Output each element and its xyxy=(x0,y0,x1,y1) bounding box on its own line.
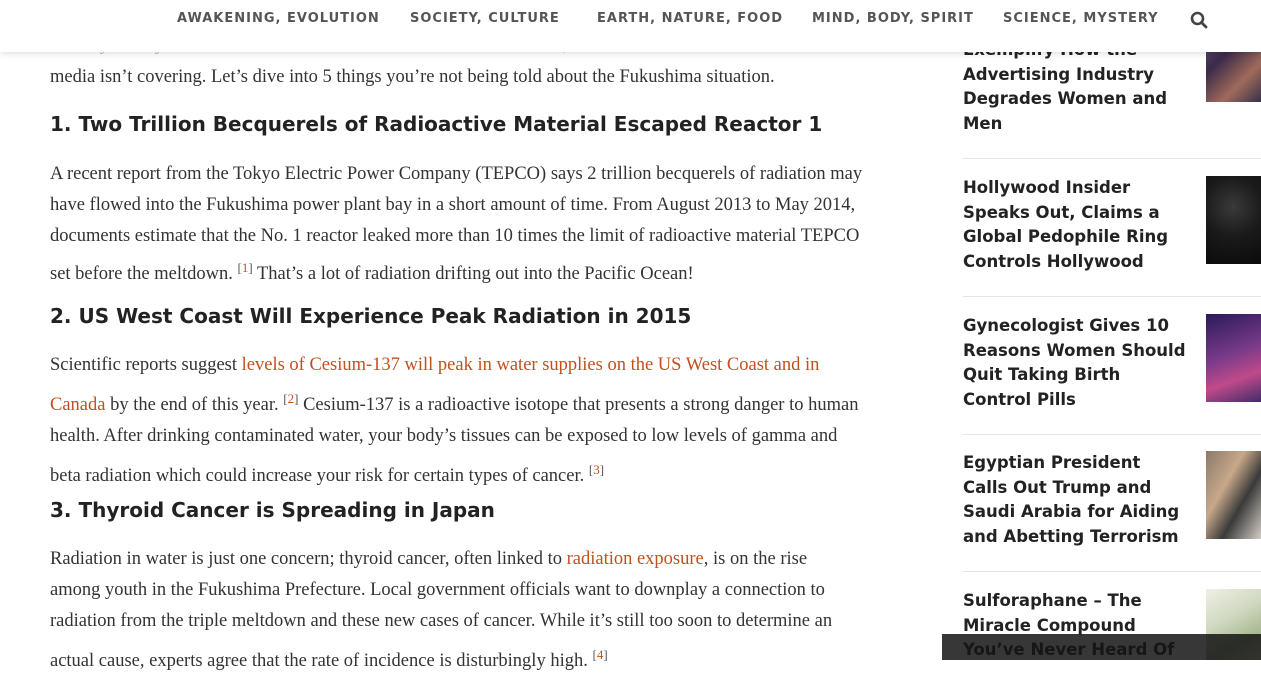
top-nav xyxy=(0,0,1261,52)
section-heading-3: 3. Thyroid Cancer is Spreading in Japan xyxy=(50,498,495,522)
paragraph-1-line-4-start: set before the meltdown. xyxy=(50,264,238,285)
related-article-4-title[interactable]: Egyptian President Calls Out Trump and Saudi Arabia for Aiding and Abetting Terrorism xyxy=(963,453,1180,546)
sidebar-divider xyxy=(963,571,1261,572)
sidebar-divider xyxy=(963,158,1261,159)
nav-item-earth[interactable]: EARTH, NATURE, FOOD xyxy=(597,11,784,26)
section-heading-2: 2. US West Coast Will Experience Peak Radiation in 2015 xyxy=(50,304,692,328)
paragraph-2-line-1 xyxy=(50,350,858,381)
sidebar-divider xyxy=(963,434,1261,435)
canada-link[interactable]: Canada xyxy=(50,395,106,416)
paragraph-2-line-2-start: by the end of this year. xyxy=(105,395,284,416)
paragraph-1-line-2: have flowed into the Fukushima power plant bay in a short amount of time. From August 2013 to May 2014, xyxy=(50,195,856,215)
related-article-1-title[interactable]: Advertising Industry Degrades Women and Men xyxy=(963,64,1168,133)
section-heading-1: 1. Two Trillion Becquerels of Radioactive Material Escaped Reactor 1 xyxy=(50,112,823,136)
paragraph-2 xyxy=(50,350,858,492)
paragraph-1-line-4-end: That’s a lot of radiation drifting out into the Pacific Ocean! xyxy=(252,264,694,285)
related-articles-sidebar xyxy=(963,0,1261,660)
radiation-exposure-link[interactable]: radiation exposure xyxy=(566,549,704,569)
related-article-2-thumbnail[interactable] xyxy=(1206,176,1261,264)
related-article-3-thumbnail[interactable] xyxy=(1206,314,1261,402)
reference-1-number[interactable]: 1 xyxy=(241,260,249,275)
nav-item-science[interactable]: SCIENCE, MYSTERY xyxy=(1003,11,1159,26)
paragraph-3 xyxy=(50,544,832,677)
paragraph-2-line-3: health. After drinking contaminated water, your body’s tissues can be exposed to low levels of gamma and xyxy=(50,426,838,447)
paragraph-3-line-1 xyxy=(50,544,832,575)
bottom-overlay-bar xyxy=(942,634,1261,660)
paragraph-2-line-4 xyxy=(50,454,858,492)
paragraph-1-line-1: A recent report from the Tokyo Electric Power Company (TEPCO) says 2 trillion becquerels of radiation may xyxy=(50,164,863,184)
paragraph-3-line-4 xyxy=(50,639,832,677)
nav-item-awakening[interactable]: AWAKENING, EVOLUTION xyxy=(177,11,380,26)
intro-paragraph: media isn’t covering. Let’s dive into 5 things you’re not being told about the Fukushima situation. xyxy=(50,67,775,87)
paragraph-1-line-3: documents estimate that the No. 1 reactor leaked more than 10 times the limit of radioactive material TEPCO xyxy=(50,226,860,246)
reference-1[interactable]: [1] xyxy=(237,260,253,275)
related-article-5-title[interactable]: Sulforaphane – The Miracle Compound xyxy=(963,591,1142,635)
nav-item-society[interactable]: SOCIETY, CULTURE xyxy=(410,11,560,26)
reference-4-number[interactable]: 4 xyxy=(596,647,604,662)
paragraph-3-line-1-end: , is on the rise xyxy=(703,549,808,569)
paragraph-2-line-2 xyxy=(50,383,858,421)
paragraph-1 xyxy=(50,159,862,290)
reference-2-number[interactable]: 2 xyxy=(287,391,295,406)
paragraph-3-line-1-start: Radiation in water is just one concern; thyroid cancer, often linked to xyxy=(50,549,567,569)
reference-3[interactable]: [3] xyxy=(588,462,605,478)
cesium-link[interactable]: levels of Cesium-137 will peak in water supplies on the US West Coast and in xyxy=(241,355,820,375)
reference-2[interactable]: [2] xyxy=(283,391,299,406)
paragraph-1-line-4 xyxy=(50,252,862,290)
related-article-2-title[interactable]: Hollywood Insider Speaks Out, Claims a Global Pedophile Ring Controls Hollywood xyxy=(963,178,1169,271)
sidebar-divider xyxy=(963,296,1261,297)
reference-4[interactable]: [4] xyxy=(592,647,608,662)
paragraph-3-line-4-text: actual cause, experts agree that the rate of incidence is disturbingly high. xyxy=(50,651,593,672)
paragraph-2-line-2-end: Cesium-137 is a radioactive isotope that presents a strong danger to human xyxy=(298,395,859,416)
paragraph-3-line-3: radiation from the triple meltdown and these new cases of cancer. While it’s still too soon to determine an xyxy=(50,611,833,631)
paragraph-2-line-1-start: Scientific reports suggest xyxy=(50,355,242,375)
related-article-3-title[interactable]: Gynecologist Gives 10 Reasons Women Should Quit Taking Birth Control Pills xyxy=(963,316,1186,409)
paragraph-3-line-2: among youth in the Fukushima Prefecture. Local government officials want to downplay a connection to xyxy=(50,580,825,600)
nav-item-mind[interactable]: MIND, BODY, SPIRIT xyxy=(812,11,974,26)
related-article-4-thumbnail[interactable] xyxy=(1206,451,1261,539)
reference-3-number[interactable]: 3 xyxy=(593,462,600,478)
search-icon[interactable] xyxy=(1190,11,1208,29)
paragraph-2-line-4-text: beta radiation which could increase your risk for certain types of cancer. xyxy=(50,466,589,487)
